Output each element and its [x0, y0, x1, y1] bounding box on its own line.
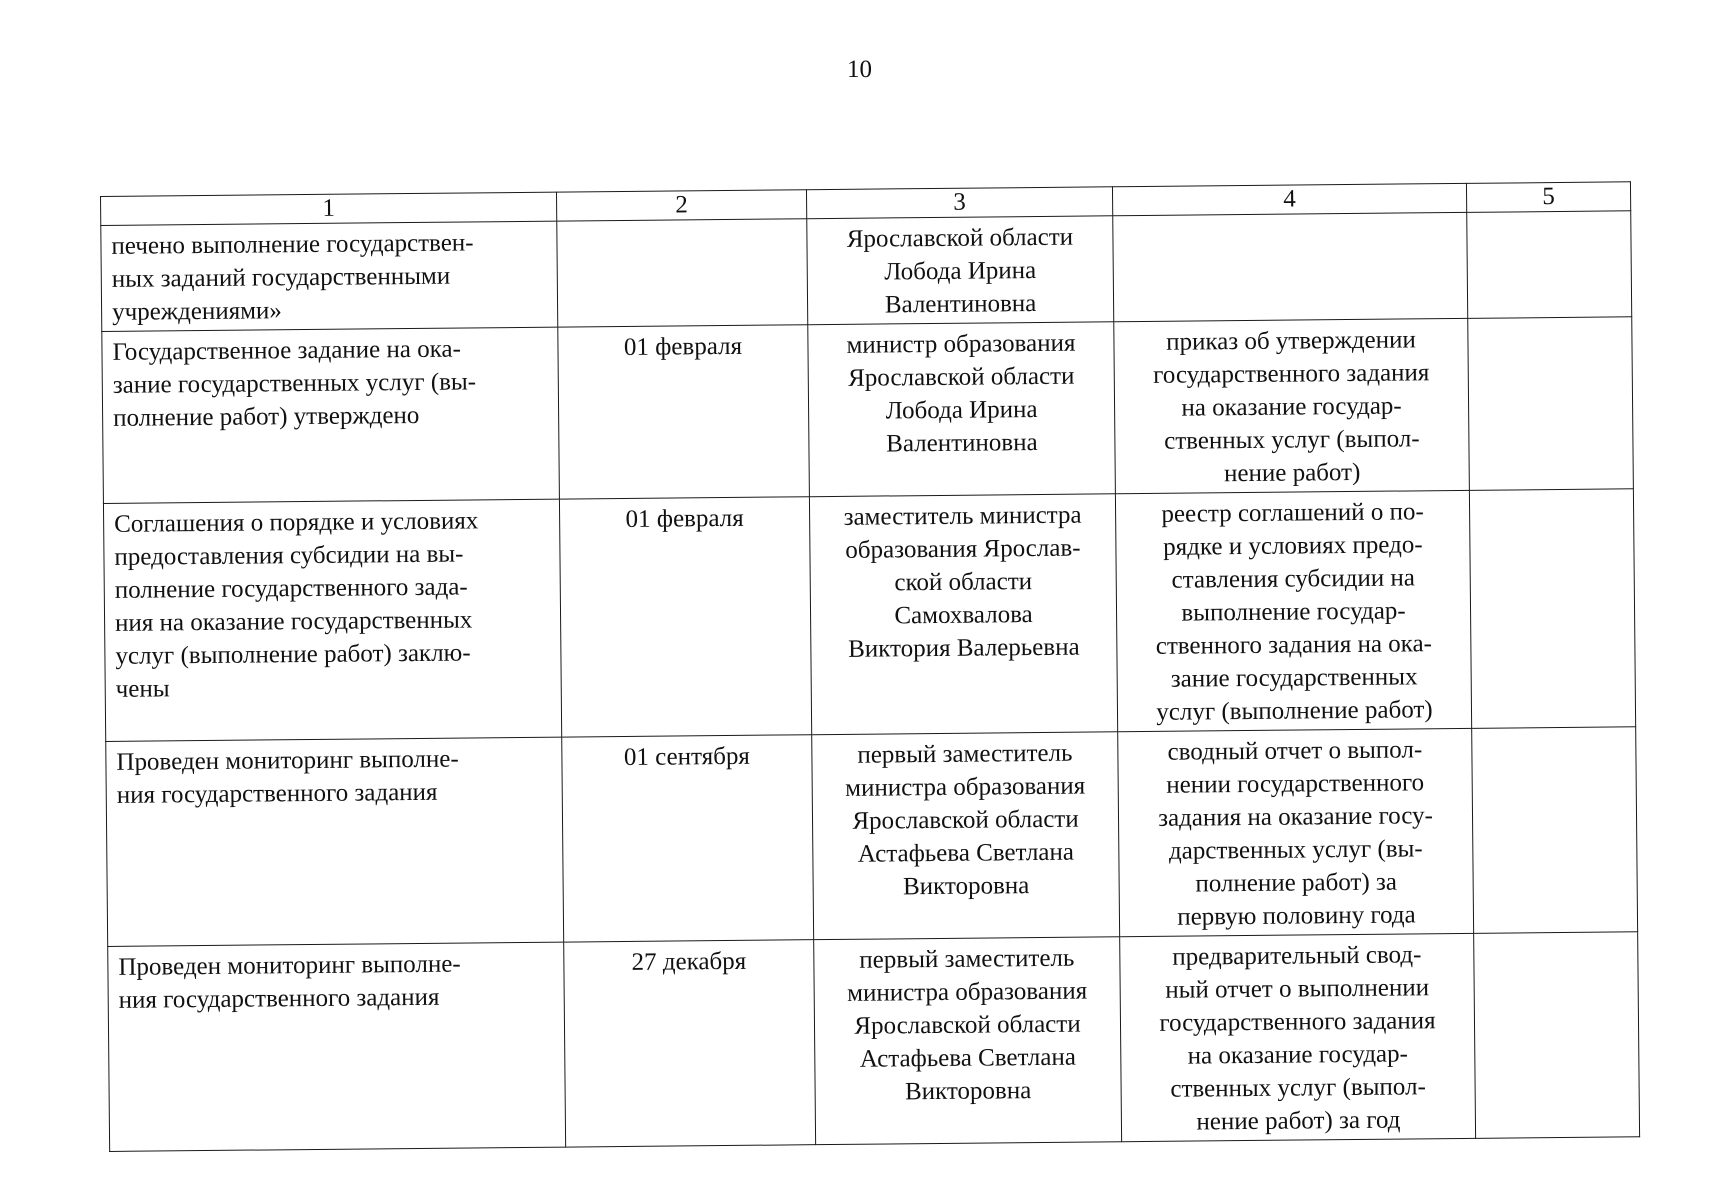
table-row: [106, 727, 1638, 947]
responsible-cell: первый заместитель министра образования Ярославской области Астафьева Светлана Викторовна: [814, 937, 1122, 1145]
document-cell: приказ об утверждении государственного задания на оказание государ- ственных услуг (выпол- нение работ): [1114, 318, 1470, 493]
responsible-cell: заместитель министра образования Ярослав- ской области Самохвалова Виктория Валерьевна: [809, 494, 1117, 735]
responsible-cell: министр образования Ярославской области Лобода Ирина Валентиновна: [808, 322, 1116, 497]
plan-table-container: [100, 181, 1639, 1152]
table-row: [108, 932, 1640, 1152]
table-row: [102, 317, 1634, 504]
deadline-cell: [557, 219, 808, 327]
table-row: [103, 489, 1635, 742]
result-cell: печено выполнение государствен- ных заданий государственными учреждениями»: [101, 221, 558, 331]
note-cell: [1472, 727, 1638, 934]
result-cell: Проведен мониторинг выполне- ния государственного задания: [106, 737, 564, 946]
document-cell: сводный отчет о выпол- нении государственного задания на оказание госу- дарственных услуг (вы- полнение работ) за первую половину года: [1118, 728, 1474, 936]
deadline-cell: 01 сентября: [562, 735, 814, 942]
plan-table: [100, 181, 1640, 1152]
deadline-cell: 27 декабря: [564, 940, 816, 1147]
responsible-cell: Ярославской области Лобода Ирина Валентиновна: [807, 216, 1114, 325]
note-cell: [1468, 317, 1634, 491]
column-number-4: 4: [1112, 183, 1466, 215]
note-cell: [1469, 489, 1635, 729]
column-number-1: 1: [101, 192, 557, 225]
note-cell: [1474, 932, 1640, 1139]
note-cell: [1467, 211, 1632, 319]
column-number-3: 3: [806, 187, 1112, 219]
result-cell: Соглашения о порядке и условиях предоставления субсидии на вы- полнение государственного зада- ния на оказание государственных услуг (выполнение работ) заклю- чены: [103, 499, 561, 741]
document-cell: [1113, 212, 1468, 321]
deadline-cell: 01 февраля: [558, 325, 810, 499]
document-cell: предварительный свод- ный отчет о выполнении государственного задания на оказание государ- ственных услуг (выпол- нение работ) за год: [1120, 933, 1476, 1141]
column-number-5: 5: [1466, 182, 1630, 213]
column-number-2: 2: [556, 190, 806, 221]
document-cell: реестр соглашений о по- рядке и условиях предо- ставления субсидии на выполнение государ- ственного задания на ока- зание государственных услуг (выполнение работ): [1115, 490, 1471, 731]
page-number: 10: [847, 56, 872, 83]
table-row: [101, 211, 1632, 332]
deadline-cell: 01 февраля: [559, 497, 811, 737]
result-cell: Проведен мониторинг выполне- ния государственного задания: [108, 942, 566, 1151]
result-cell: Государственное задание на ока- зание государственных услуг (вы- полнение работ) утверждено: [102, 327, 560, 503]
responsible-cell: первый заместитель министра образования Ярославской области Астафьева Светлана Викторовна: [812, 732, 1120, 940]
